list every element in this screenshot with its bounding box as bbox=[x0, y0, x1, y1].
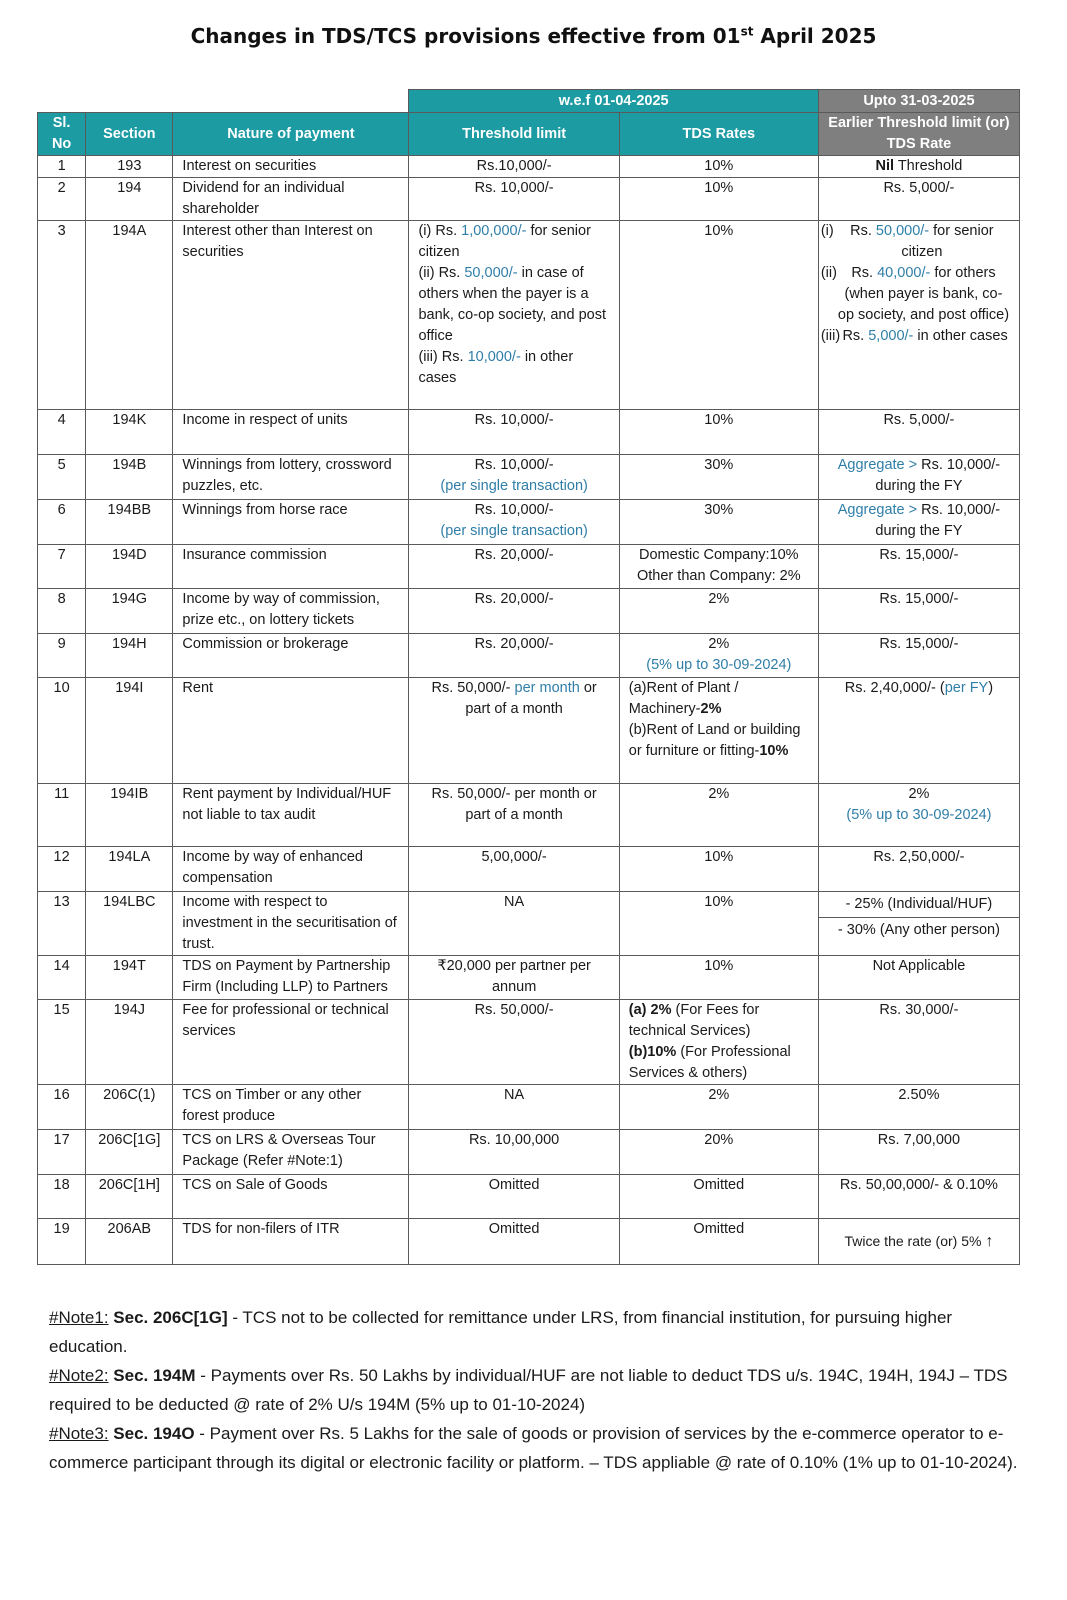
cell-threshold: Rs.10,000/- bbox=[409, 156, 619, 178]
cell-threshold: NA bbox=[409, 892, 619, 956]
cell-section: 194BB bbox=[86, 500, 173, 545]
cell-no: 19 bbox=[38, 1219, 86, 1265]
cell-nature: TCS on Timber or any other forest produce bbox=[173, 1085, 409, 1130]
header-section: Section bbox=[86, 113, 173, 156]
note-2: #Note2: Sec. 194M - Payments over Rs. 50 Lakhs by individual/HUF are not liable to deduct TDS u/s. 194C, 194H, 194J – TDS required to be deducted @ rate of 2% U/s 194M (5% up to 01-10-2024) bbox=[49, 1366, 1008, 1414]
table-row bbox=[38, 156, 1020, 178]
cell-nature: Income by way of enhanced compensation bbox=[173, 847, 409, 892]
cell-no: 15 bbox=[38, 1000, 86, 1085]
cell-nature: Interest other than Interest on securities bbox=[173, 221, 409, 410]
table-row bbox=[38, 784, 1020, 847]
cell-threshold: Rs. 10,000/- bbox=[409, 410, 619, 455]
cell-no: 6 bbox=[38, 500, 86, 545]
cell-earlier: Rs. 50,00,000/- & 0.10% bbox=[818, 1175, 1019, 1219]
header-sl-no: Sl. No bbox=[38, 113, 86, 156]
cell-earlier: Rs. 5,000/- bbox=[818, 178, 1019, 221]
cell-threshold: Rs. 20,000/- bbox=[409, 545, 619, 589]
cell-section: 193 bbox=[86, 156, 173, 178]
page-title: Changes in TDS/TCS provisions effective from 01st April 2025 bbox=[190, 24, 877, 48]
cell-threshold: Rs. 50,000/- bbox=[409, 1000, 619, 1085]
cell-earlier: Rs. 7,00,000 bbox=[818, 1130, 1019, 1175]
cell-nature: TCS on LRS & Overseas Tour Package (Refer #Note:1) bbox=[173, 1130, 409, 1175]
cell-section: 194K bbox=[86, 410, 173, 455]
cell-nature: Insurance commission bbox=[173, 545, 409, 589]
cell-nature: Income by way of commission, prize etc., on lottery tickets bbox=[173, 589, 409, 634]
arrow-up-icon: ↑ bbox=[985, 1233, 994, 1250]
cell-threshold: NA bbox=[409, 1085, 619, 1130]
cell-earlier: Rs. 15,000/- bbox=[818, 634, 1019, 678]
note-3: #Note3: Sec. 194O - Payment over Rs. 5 Lakhs for the sale of goods or provision of services by the e-commerce operator to e-commerce participant through its digital or electronic facility or platform. – TDS appliable @ rate of 0.10% (1% up to 01-10-2024). bbox=[49, 1424, 1018, 1472]
cell-rate: Omitted bbox=[619, 1175, 818, 1219]
header-earlier: Earlier Threshold limit (or) TDS Rate bbox=[818, 113, 1019, 156]
cell-earlier: Aggregate > Rs. 10,000/- during the FY bbox=[818, 455, 1019, 500]
cell-no: 18 bbox=[38, 1175, 86, 1219]
cell-no: 16 bbox=[38, 1085, 86, 1130]
table-row bbox=[38, 1000, 1020, 1085]
cell-no: 3 bbox=[38, 221, 86, 410]
cell-no: 7 bbox=[38, 545, 86, 589]
cell-nature: Fee for professional or technical services bbox=[173, 1000, 409, 1085]
cell-no: 17 bbox=[38, 1130, 86, 1175]
table-row bbox=[38, 1085, 1020, 1130]
cell-threshold: Rs. 50,000/- per month or part of a month bbox=[409, 678, 619, 784]
cell-rate: 2% bbox=[619, 784, 818, 847]
cell-section: 206C(1) bbox=[86, 1085, 173, 1130]
cell-threshold: Rs. 20,000/- bbox=[409, 634, 619, 678]
table-row bbox=[38, 545, 1020, 589]
cell-section: 194T bbox=[86, 956, 173, 1000]
cell-threshold: Rs. 10,000/- (per single transaction) bbox=[409, 500, 619, 545]
table-row bbox=[38, 1219, 1020, 1265]
cell-nature: Income with respect to investment in the securitisation of trust. bbox=[173, 892, 409, 956]
table-row bbox=[38, 589, 1020, 634]
cell-section: 206AB bbox=[86, 1219, 173, 1265]
table-row bbox=[38, 221, 1020, 410]
cell-section: 206C[1G] bbox=[86, 1130, 173, 1175]
cell-earlier: 2.50% bbox=[818, 1085, 1019, 1130]
cell-nature: Rent payment by Individual/HUF not liable to tax audit bbox=[173, 784, 409, 847]
cell-threshold: Rs. 20,000/- bbox=[409, 589, 619, 634]
cell-threshold: Rs. 10,000/- bbox=[409, 178, 619, 221]
cell-rate: 10% bbox=[619, 892, 818, 956]
cell-rate: Omitted bbox=[619, 1219, 818, 1265]
table-row bbox=[38, 455, 1020, 500]
cell-nature: Income in respect of units bbox=[173, 410, 409, 455]
cell-section: 194IB bbox=[86, 784, 173, 847]
cell-rate: (a) 2% (For Fees for technical Services) (b)10% (For Professional Services & others) bbox=[619, 1000, 818, 1085]
cell-section: 194A bbox=[86, 221, 173, 410]
cell-no: 14 bbox=[38, 956, 86, 1000]
cell-nature: TDS for non-filers of ITR bbox=[173, 1219, 409, 1265]
cell-earlier: Rs. 5,000/- bbox=[818, 410, 1019, 455]
header-blank bbox=[38, 90, 409, 113]
cell-earlier: Rs. 2,50,000/- bbox=[818, 847, 1019, 892]
cell-rate: (a)Rent of Plant / Machinery-2% (b)Rent of Land or building or furniture or fitting-10% bbox=[619, 678, 818, 784]
cell-threshold: Omitted bbox=[409, 1219, 619, 1265]
table-row bbox=[38, 1130, 1020, 1175]
cell-section: 194LA bbox=[86, 847, 173, 892]
cell-threshold: Rs. 10,00,000 bbox=[409, 1130, 619, 1175]
cell-nature: Dividend for an individual shareholder bbox=[173, 178, 409, 221]
cell-rate: 10% bbox=[619, 178, 818, 221]
cell-earlier: (i) Rs. 50,000/- for senior citizen (ii) Rs. 40,000/- for others (when payer is bank, co-op society, and post office) (iii) Rs. 5,000/- in other cases bbox=[818, 221, 1019, 410]
cell-threshold: Rs. 10,000/- (per single transaction) bbox=[409, 455, 619, 500]
cell-earlier: Nil Threshold bbox=[818, 156, 1019, 178]
cell-rate: 10% bbox=[619, 221, 818, 410]
cell-section: 194B bbox=[86, 455, 173, 500]
cell-no: 1 bbox=[38, 156, 86, 178]
cell-nature: Winnings from horse race bbox=[173, 500, 409, 545]
cell-no: 11 bbox=[38, 784, 86, 847]
cell-rate: 10% bbox=[619, 847, 818, 892]
cell-nature: Interest on securities bbox=[173, 156, 409, 178]
table-row bbox=[38, 500, 1020, 545]
cell-earlier: Rs. 15,000/- bbox=[818, 545, 1019, 589]
cell-no: 10 bbox=[38, 678, 86, 784]
cell-rate: 2% bbox=[619, 1085, 818, 1130]
cell-rate: 2% bbox=[619, 589, 818, 634]
cell-nature: Commission or brokerage bbox=[173, 634, 409, 678]
cell-nature: TDS on Payment by Partnership Firm (Including LLP) to Partners bbox=[173, 956, 409, 1000]
cell-threshold: 5,00,000/- bbox=[409, 847, 619, 892]
cell-nature: Winnings from lottery, crossword puzzles, etc. bbox=[173, 455, 409, 500]
cell-threshold: Omitted bbox=[409, 1175, 619, 1219]
cell-threshold: ₹20,000 per partner per annum bbox=[409, 956, 619, 1000]
cell-section: 194LBC bbox=[86, 892, 173, 956]
cell-rate: 30% bbox=[619, 500, 818, 545]
cell-section: 194I bbox=[86, 678, 173, 784]
table-row bbox=[38, 678, 1020, 784]
cell-no: 8 bbox=[38, 589, 86, 634]
cell-rate: 10% bbox=[619, 410, 818, 455]
cell-rate: 2% (5% up to 30-09-2024) bbox=[619, 634, 818, 678]
table-row bbox=[38, 410, 1020, 455]
cell-rate: Domestic Company:10% Other than Company: 2% bbox=[619, 545, 818, 589]
cell-section: 206C[1H] bbox=[86, 1175, 173, 1219]
cell-earlier: Twice the rate (or) 5% ↑ bbox=[818, 1219, 1019, 1265]
cell-earlier: Not Applicable bbox=[818, 956, 1019, 1000]
table-row bbox=[38, 847, 1020, 892]
cell-threshold: (i) Rs. 1,00,000/- for senior citizen (ii) Rs. 50,000/- in case of others when the payer is a bank, co-op society, and post office (iii) Rs. 10,000/- in other cases bbox=[409, 221, 619, 410]
cell-earlier: Rs. 30,000/- bbox=[818, 1000, 1019, 1085]
cell-earlier: Rs. 15,000/- bbox=[818, 589, 1019, 634]
cell-section: 194G bbox=[86, 589, 173, 634]
cell-no: 5 bbox=[38, 455, 86, 500]
table-row bbox=[38, 892, 1020, 956]
cell-earlier: Aggregate > Rs. 10,000/- during the FY bbox=[818, 500, 1019, 545]
cell-earlier: - 25% (Individual/HUF) - 30% (Any other person) bbox=[818, 892, 1019, 956]
header-upto: Upto 31-03-2025 bbox=[818, 90, 1019, 113]
cell-nature: Rent bbox=[173, 678, 409, 784]
note-1: #Note1: Sec. 206C[1G] - TCS not to be collected for remittance under LRS, from financial institution, for pursuing higher education. bbox=[49, 1308, 953, 1356]
cell-no: 9 bbox=[38, 634, 86, 678]
cell-nature: TCS on Sale of Goods bbox=[173, 1175, 409, 1219]
cell-section: 194 bbox=[86, 178, 173, 221]
cell-no: 4 bbox=[38, 410, 86, 455]
cell-rate: 30% bbox=[619, 455, 818, 500]
cell-earlier: Rs. 2,40,000/- (per FY) bbox=[818, 678, 1019, 784]
table-row bbox=[38, 634, 1020, 678]
header-nature: Nature of payment bbox=[173, 113, 409, 156]
cell-no: 13 bbox=[38, 892, 86, 956]
header-tds-rates: TDS Rates bbox=[619, 113, 818, 156]
table-row bbox=[38, 178, 1020, 221]
cell-rate: 10% bbox=[619, 156, 818, 178]
cell-section: 194H bbox=[86, 634, 173, 678]
table-row bbox=[38, 956, 1020, 1000]
table-row bbox=[38, 1175, 1020, 1219]
cell-no: 2 bbox=[38, 178, 86, 221]
cell-rate: 20% bbox=[619, 1130, 818, 1175]
tds-table bbox=[37, 89, 1020, 1265]
cell-earlier: 2% (5% up to 30-09-2024) bbox=[818, 784, 1019, 847]
cell-rate: 10% bbox=[619, 956, 818, 1000]
cell-no: 12 bbox=[38, 847, 86, 892]
cell-section: 194J bbox=[86, 1000, 173, 1085]
notes-section bbox=[49, 1303, 1024, 1477]
header-wef: w.e.f 01-04-2025 bbox=[409, 90, 818, 113]
cell-section: 194D bbox=[86, 545, 173, 589]
header-threshold: Threshold limit bbox=[409, 113, 619, 156]
cell-threshold: Rs. 50,000/- per month or part of a month bbox=[409, 784, 619, 847]
